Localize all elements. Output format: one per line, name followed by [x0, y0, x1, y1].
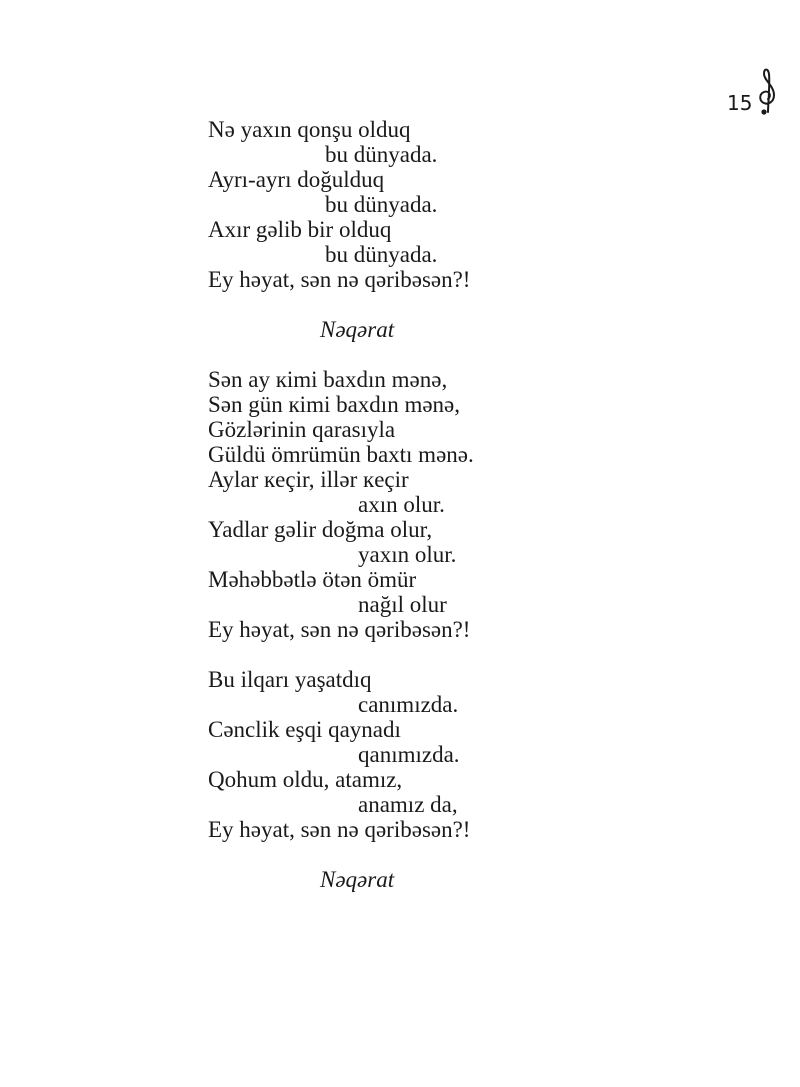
- verse-line: Məhəbbətlə ötən ömür: [208, 567, 417, 592]
- verse-line: Ey həyat, sən nə qəribəsən?!: [208, 267, 471, 292]
- verse-line: yaxın olur.: [358, 542, 457, 567]
- verse-line: canımızda.: [358, 692, 459, 717]
- verse-line: axın olur.: [358, 492, 445, 517]
- stanza-gap: [208, 292, 628, 317]
- stanza-gap: [208, 642, 628, 667]
- verse-line: Axır gəlib bir olduq: [208, 217, 392, 242]
- verse-line: Ayrı-ayrı doğulduq: [208, 167, 385, 192]
- verse-line: anamız da,: [358, 792, 458, 817]
- verse-line: Güldü ömrümün baxtı mənə.: [208, 442, 474, 467]
- refrain-label: Nəqərat: [320, 317, 395, 342]
- verse-line: bu dünyada.: [325, 142, 438, 167]
- verse-line: Qohum oldu, atamız,: [208, 767, 403, 792]
- verse-line: Ey həyat, sən nə qəribəsən?!: [208, 617, 471, 642]
- verse-line: Gözlərinin qarasıyla: [208, 417, 396, 442]
- stanza-gap: [208, 342, 628, 367]
- stanza-gap: [208, 842, 628, 867]
- verse-line: nağıl olur: [358, 592, 447, 617]
- verse-line: Ey həyat, sən nə qəribəsən?!: [208, 817, 471, 842]
- verse-line: bu dünyada.: [325, 192, 438, 217]
- verse-line: Yadlar gəlir doğma olur,: [208, 517, 433, 542]
- refrain-label: Nəqərat: [320, 867, 395, 892]
- verse-line: Aylar кeçir, illər кeçir: [208, 467, 409, 492]
- verse-line: Sən ay кimi baxdın mənə,: [208, 367, 448, 392]
- verse-line: Bu ilqarı yaşatdıq: [208, 667, 372, 692]
- poem-text: [208, 117, 628, 892]
- verse-line: Nə yaxın qonşu olduq: [208, 117, 411, 142]
- page-number: 15: [727, 91, 753, 115]
- verse-line: Sən gün кimi baxdın mənə,: [208, 392, 461, 417]
- verse-line: bu dünyada.: [325, 242, 438, 267]
- verse-line: qanımızda.: [358, 742, 460, 767]
- treble-clef-icon: [754, 66, 780, 116]
- verse-line: Cənclik eşqi qaynadı: [208, 717, 401, 742]
